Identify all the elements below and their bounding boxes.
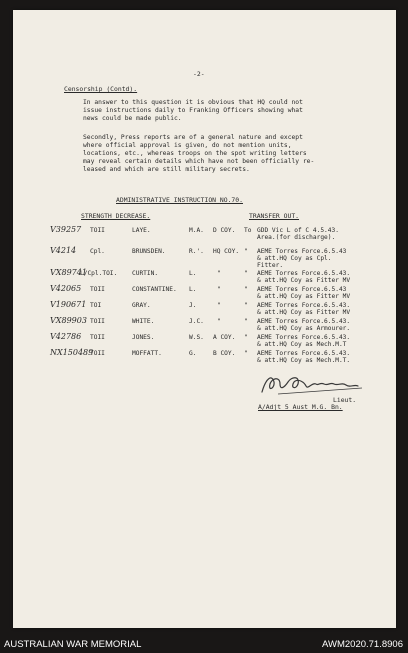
service-number: VX89903: [50, 316, 87, 325]
transfer-mark: ": [244, 286, 248, 293]
destination-line-1: AEME Torres Force.6.5.43: [257, 286, 347, 293]
surname: CONSTANTINE.: [132, 286, 177, 293]
destination-line-1: GDD Vic L of C 4.5.43.: [257, 227, 339, 234]
initials: W.S.: [189, 334, 204, 341]
service-number: VX89741: [50, 268, 87, 277]
destination-line-2: Area.(for discharge).: [257, 234, 336, 241]
destination-line-3: Fitter.: [257, 262, 284, 269]
initials: G.: [189, 350, 197, 357]
table-row: [50, 348, 380, 371]
destination-line-1: AEME Torres Force.6.5.43.: [257, 350, 351, 357]
transfer-mark: ": [244, 248, 248, 255]
signature-rank: Lieut.: [333, 396, 357, 404]
column-heading-transfer: TRANSFER OUT.: [249, 212, 300, 220]
footer-institution: AUSTRALIAN WAR MEMORIAL: [4, 639, 142, 650]
destination-line-1: AEME Torres Force.6.5.43.: [257, 270, 351, 277]
initials: J.: [189, 302, 197, 309]
transfer-mark: ": [244, 302, 248, 309]
destination-line-2: & att.HQ Coy as Cpl.: [257, 255, 332, 262]
destination-line-1: AEME Torres Force.6.5.43.: [257, 334, 351, 341]
destination-line-1: AEME Torres Force.6.5.43.: [257, 302, 351, 309]
rank: TOII: [90, 350, 105, 357]
company: A COY.: [213, 334, 236, 341]
company: HQ COY.: [213, 248, 240, 255]
initials: L.: [189, 270, 197, 277]
rank: TOII: [90, 286, 105, 293]
surname: GRAY.: [132, 302, 151, 309]
destination-line-1: AEME Torres Force.6.5.43.: [257, 318, 351, 325]
surname: JONES.: [132, 334, 155, 341]
company: D COY.: [213, 227, 236, 234]
company: ": [217, 318, 221, 325]
destination-line-1: AEME Torres Force.6.5.43: [257, 248, 347, 255]
column-heading-strength: STRENGTH DECREASE.: [81, 212, 151, 220]
destination-line-2: & att.HQ Coy as Fitter MV: [257, 309, 351, 316]
instruction-title: ADMINISTRATIVE INSTRUCTION NO.70.: [116, 196, 243, 204]
service-number: V42065: [50, 284, 82, 293]
archive-footer: [0, 636, 408, 653]
document-page: [13, 10, 396, 628]
company: ": [217, 302, 221, 309]
rank: TOII: [90, 318, 105, 325]
paragraph-1: In answer to this question it is obvious that HQ could not issue instructions daily to Franking Officers showing what news could be made public.: [83, 99, 303, 122]
initials: R.'.: [189, 248, 204, 255]
rank: Cpl.: [90, 248, 105, 255]
company: B COY.: [213, 350, 236, 357]
table-row: [50, 225, 380, 248]
service-number: V39257: [50, 225, 82, 234]
transfer-mark: ": [244, 350, 248, 357]
destination-line-2: & att.HQ Coy as Fitter MV: [257, 293, 351, 300]
rank: L/Cpl.TOI.: [80, 270, 118, 277]
service-number: V42786: [50, 332, 82, 341]
service-number: V4214: [50, 246, 77, 255]
service-number: NX150489: [50, 348, 94, 357]
transfer-mark: To: [244, 227, 252, 234]
initials: J.C.: [189, 318, 204, 325]
destination-line-2: & att.HQ Coy as Armourer.: [257, 325, 351, 332]
surname: BRUNSDEN.: [132, 248, 166, 255]
rank: TOI: [90, 302, 102, 309]
page-number: -2-: [193, 70, 205, 78]
service-number: V190671: [50, 300, 87, 309]
surname: LAYE.: [132, 227, 151, 234]
surname: MOFFATT.: [132, 350, 162, 357]
initials: M.A.: [189, 227, 204, 234]
signature-title: A/Adjt 5 Aust M.G. Bn.: [258, 403, 343, 411]
rank: TOII: [90, 334, 105, 341]
destination-line-2: & att.HQ Coy as Fitter MV: [257, 277, 351, 284]
company: ": [217, 270, 221, 277]
initials: L.: [189, 286, 197, 293]
footer-accession-number: AWM2020.71.8906: [322, 639, 403, 650]
surname: WHITE.: [132, 318, 155, 325]
company: ": [217, 286, 221, 293]
surname: CURTIN.: [132, 270, 159, 277]
transfer-mark: ": [244, 334, 248, 341]
transfer-mark: ": [244, 270, 248, 277]
table-row: [50, 246, 380, 269]
section-heading: Censorship (Contd).: [64, 85, 138, 93]
handwritten-signature: [258, 372, 368, 398]
rank: TOII: [90, 227, 105, 234]
transfer-mark: ": [244, 318, 248, 325]
destination-line-2: & att.HQ Coy as Mech.M.T.: [257, 357, 351, 364]
paragraph-2: Secondly, Press reports are of a general nature and except where official approval is given, do not mention units, locations, etc., whereas troops on the spot writing letters may reveal certain details which have not been officially re- leased and which are still military secrets.: [83, 134, 315, 173]
destination-line-2: & att.HQ Coy as Mech.M.T: [257, 341, 347, 348]
